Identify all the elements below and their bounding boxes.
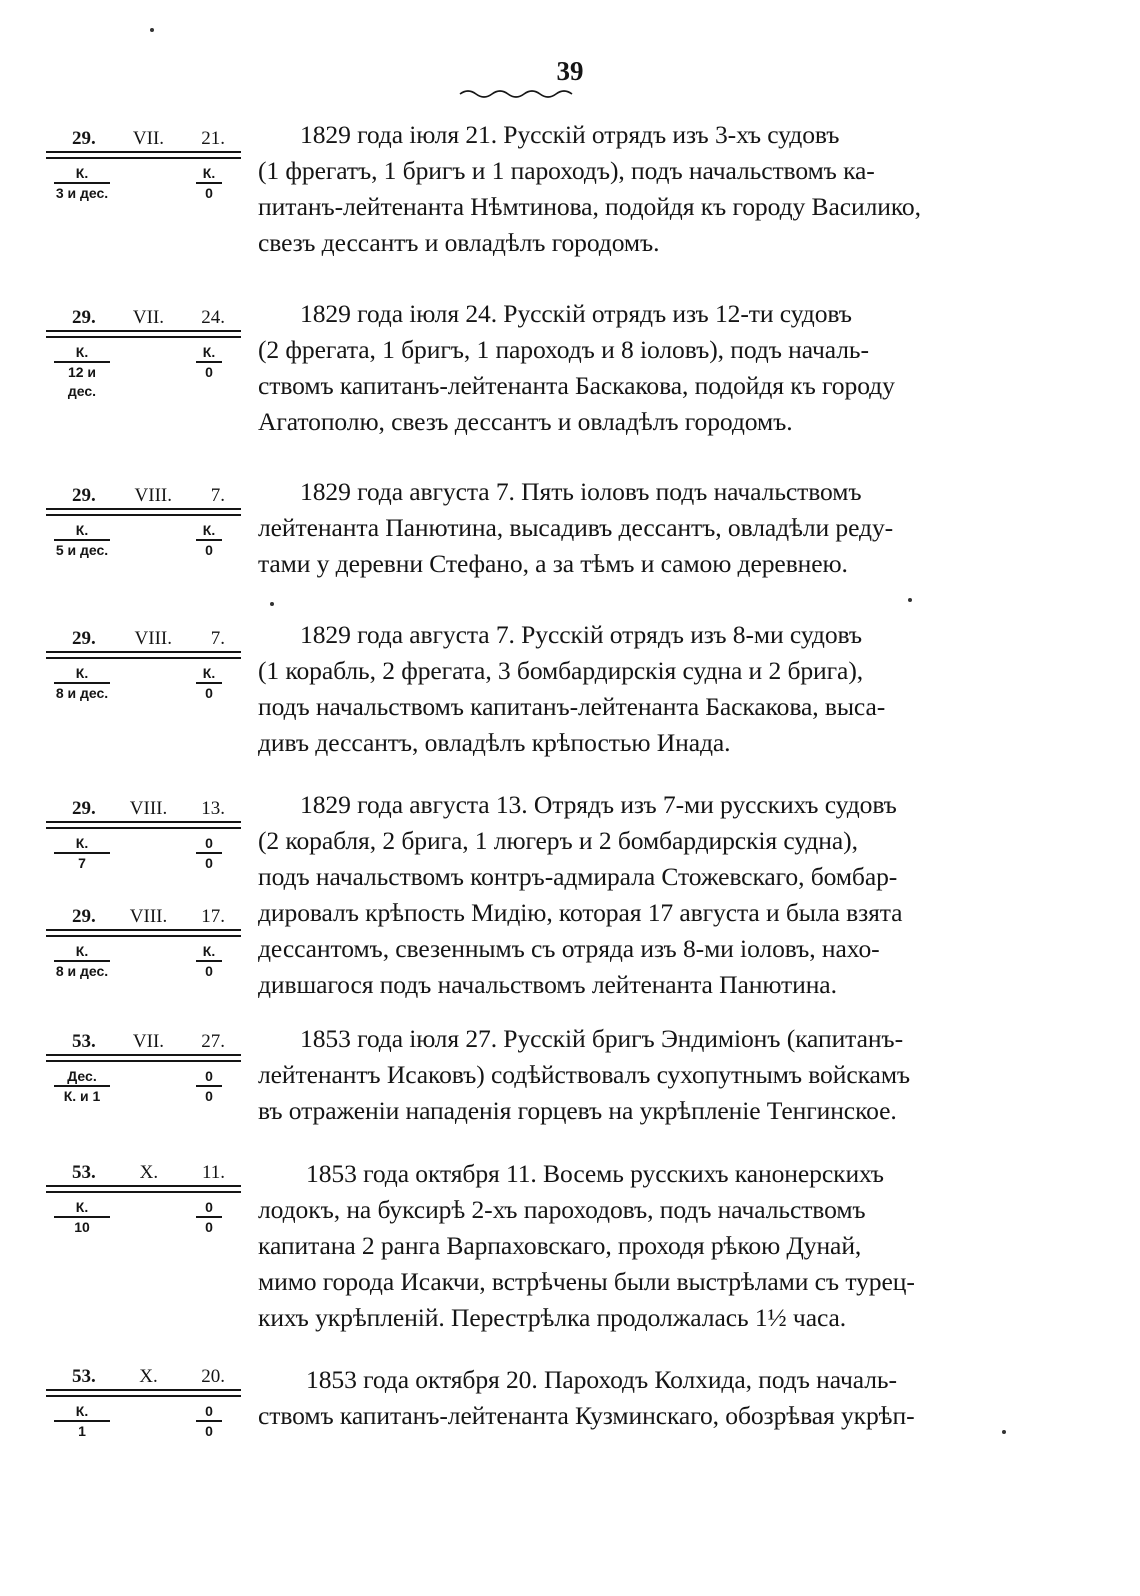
fraction-left bbox=[54, 835, 110, 873]
fraction-row bbox=[46, 344, 241, 400]
fraction-numerator: К. bbox=[196, 665, 222, 684]
date-marginal-note bbox=[46, 1029, 241, 1124]
date-day: 20. bbox=[201, 1366, 225, 1387]
date-line bbox=[46, 796, 241, 820]
fraction-numerator: Дес. bbox=[54, 1068, 110, 1087]
date-month: VII. bbox=[132, 307, 165, 328]
date-year: 29. bbox=[72, 906, 96, 927]
date-day: 13. bbox=[201, 798, 225, 819]
date-year: 29. bbox=[72, 798, 96, 819]
fraction-row bbox=[46, 665, 241, 721]
fraction-numerator: К. bbox=[196, 943, 222, 962]
date-year: 29. bbox=[72, 628, 96, 649]
fraction-left bbox=[54, 1403, 110, 1441]
date-year: 29. bbox=[72, 128, 96, 149]
date-day: 27. bbox=[201, 1031, 225, 1052]
date-year: 53. bbox=[72, 1031, 96, 1052]
date-month: VII. bbox=[132, 1031, 165, 1052]
entry-text: 1829 года августа 13. Отрядъ изъ 7-ми русскихъ судовъ (2 корабля, 2 брига, 1 люгеръ и 2 бомбардирскiя судна), подъ начальствомъ контръ-адмирала Стожевскаго, бомбар- дировалъ крѣпость Мидiю, которая 17 августа и была взята дессантомъ, свезеннымъ съ отряда изъ 8-ми iоловъ, нахо- дившагося подъ начальствомъ лейтенанта Панютина. bbox=[258, 790, 903, 999]
double-rule bbox=[46, 330, 241, 338]
fraction-left bbox=[54, 943, 110, 981]
date-marginal-note bbox=[46, 1160, 241, 1255]
fraction-denominator: 8 и дес. bbox=[55, 963, 109, 979]
date-line bbox=[46, 126, 241, 150]
date-marginal-note bbox=[46, 904, 241, 999]
fraction-denominator: К. и 1 bbox=[63, 1088, 101, 1104]
fraction-denominator: 0 bbox=[205, 185, 213, 201]
date-day: 11. bbox=[201, 1162, 225, 1183]
fraction-right bbox=[196, 165, 222, 203]
fraction-numerator: 0 bbox=[196, 1199, 222, 1218]
double-rule bbox=[46, 1389, 241, 1397]
fraction-right bbox=[196, 835, 222, 873]
fraction-numerator: К. bbox=[54, 665, 110, 684]
date-year: 29. bbox=[72, 307, 96, 328]
fraction-right bbox=[196, 1403, 222, 1441]
date-month: VIII. bbox=[134, 628, 172, 649]
fraction-denominator: 0 bbox=[205, 963, 213, 979]
date-day: 7. bbox=[210, 485, 225, 506]
scan-speck bbox=[1002, 1430, 1006, 1434]
date-month: VII. bbox=[132, 128, 165, 149]
fraction-numerator: 0 bbox=[196, 1403, 222, 1422]
fraction-denominator: 8 и дес. bbox=[55, 685, 109, 701]
date-line bbox=[46, 904, 241, 928]
date-day: 7. bbox=[210, 628, 225, 649]
double-rule bbox=[46, 651, 241, 659]
fraction-right bbox=[196, 943, 222, 981]
fraction-row bbox=[46, 835, 241, 891]
fraction-numerator: К. bbox=[54, 835, 110, 854]
date-line bbox=[46, 483, 241, 507]
double-rule bbox=[46, 1185, 241, 1193]
fraction-denominator: 0 bbox=[205, 1219, 213, 1235]
fraction-right bbox=[196, 665, 222, 703]
date-day: 24. bbox=[201, 307, 225, 328]
fraction-denominator: 0 bbox=[205, 685, 213, 701]
fraction-denominator: 10 bbox=[74, 1219, 90, 1235]
double-rule bbox=[46, 1054, 241, 1062]
fraction-right bbox=[196, 344, 222, 382]
fraction-denominator: 0 bbox=[205, 1088, 213, 1104]
fraction-numerator: 0 bbox=[196, 835, 222, 854]
entry-text: 1853 года октября 11. Восемь русскихъ канонерскихъ лодокъ, на буксирѣ 2-хъ пароходовъ, подъ начальствомъ капитана 2 ранга Варпаховскаго, проходя рѣкою Дунай, мимо города Исакчи, встрѣчены были выстрѣлами съ турец- кихъ укрѣпленiй. Перестрѣлка продолжалась 1½ часа. bbox=[258, 1159, 915, 1332]
fraction-left bbox=[54, 165, 110, 203]
double-rule bbox=[46, 508, 241, 516]
fraction-row bbox=[46, 165, 241, 221]
page-number: 39 bbox=[556, 56, 584, 86]
fraction-numerator: К. bbox=[54, 522, 110, 541]
date-line bbox=[46, 1029, 241, 1053]
fraction-numerator: К. bbox=[196, 344, 222, 363]
fraction-denominator: 7 bbox=[78, 855, 86, 871]
fraction-right bbox=[196, 1199, 222, 1237]
fraction-denominator: 0 bbox=[205, 1423, 213, 1439]
fraction-denominator: 1 bbox=[78, 1423, 86, 1439]
entry-text: 1853 года октября 20. Пароходъ Колхида, подъ началь- ствомъ капитанъ-лейтенанта Кузминскаго, обозрѣвая укрѣп- bbox=[258, 1365, 915, 1430]
fraction-numerator: К. bbox=[196, 522, 222, 541]
date-day: 17. bbox=[201, 906, 225, 927]
fraction-right bbox=[196, 1068, 222, 1106]
scan-speck bbox=[908, 598, 912, 602]
fraction-denominator: 3 и дес. bbox=[55, 185, 109, 201]
date-marginal-note bbox=[46, 126, 241, 221]
date-line bbox=[46, 305, 241, 329]
fraction-numerator: К. bbox=[196, 165, 222, 184]
date-line bbox=[46, 1160, 241, 1184]
fraction-numerator: К. bbox=[54, 943, 110, 962]
date-month: VIII. bbox=[129, 906, 168, 927]
date-marginal-note bbox=[46, 483, 241, 578]
double-rule bbox=[46, 151, 241, 159]
fraction-left bbox=[54, 1199, 110, 1237]
fraction-denominator: 0 bbox=[205, 542, 213, 558]
date-line bbox=[46, 626, 241, 650]
fraction-row bbox=[46, 522, 241, 578]
date-year: 53. bbox=[72, 1366, 96, 1387]
date-year: 29. bbox=[72, 485, 96, 506]
entry-text: 1853 года iюля 27. Русскiй бригъ Эндимiонъ (капитанъ- лейтенантъ Исаковъ) содѣйствовалъ сухопутнымъ войскамъ въ отраженiи нападенiя горцевъ на укрѣпленiе Тенгинское. bbox=[258, 1024, 911, 1125]
fraction-denominator: 0 bbox=[205, 364, 213, 380]
ornament-flourish bbox=[458, 86, 578, 100]
entry-text: 1829 года iюля 24. Русскiй отрядъ изъ 12-ти судовъ (2 фрегата, 1 бригъ, 1 пароходъ и 8 iоловъ), подъ началь- ствомъ капитанъ-лейтенанта Баскакова, подойдя къ городу Агатополю, свезъ дессантъ и овладѣлъ городомъ. bbox=[258, 299, 895, 436]
date-month: X. bbox=[139, 1162, 159, 1183]
fraction-row bbox=[46, 1199, 241, 1255]
date-line bbox=[46, 1364, 241, 1388]
fraction-denominator: 5 и дес. bbox=[55, 542, 109, 558]
fraction-left bbox=[54, 344, 110, 401]
fraction-right bbox=[196, 522, 222, 560]
scan-speck bbox=[150, 28, 154, 32]
fraction-numerator: 0 bbox=[196, 1068, 222, 1087]
date-year: 53. bbox=[72, 1162, 96, 1183]
fraction-left bbox=[54, 665, 110, 703]
fraction-row bbox=[46, 943, 241, 999]
double-rule bbox=[46, 821, 241, 829]
fraction-denominator: 0 bbox=[205, 855, 213, 871]
date-marginal-note bbox=[46, 1364, 241, 1459]
date-marginal-note bbox=[46, 305, 241, 400]
date-month: X. bbox=[139, 1366, 158, 1387]
fraction-left bbox=[54, 522, 110, 560]
entry-text: 1829 года августа 7. Русскiй отрядъ изъ 8-ми судовъ (1 корабль, 2 фрегата, 3 бомбардирскiя судна и 2 брига), подъ начальствомъ капитанъ-лейтенанта Баскакова, выса- дивъ дессантъ, овладѣлъ крѣпостью Инада. bbox=[258, 620, 886, 757]
fraction-numerator: К. bbox=[54, 344, 110, 363]
fraction-numerator: К. bbox=[54, 165, 110, 184]
double-rule bbox=[46, 929, 241, 937]
entry-text: 1829 года августа 7. Пять iоловъ подъ начальствомъ лейтенанта Панютина, высадивъ дессантъ, овладѣли реду- тами у деревни Стефано, а за тѣмъ и самою деревнею. bbox=[258, 477, 894, 578]
entry-text: 1829 года iюля 21. Русскiй отрядъ изъ 3-хъ судовъ (1 фрегатъ, 1 бригъ и 1 пароходъ), подъ начальствомъ ка- питанъ-лейтенанта Нѣмтинова, подойдя къ городу Василико, свезъ дессантъ и овладѣлъ городомъ. bbox=[258, 120, 921, 257]
date-marginal-note bbox=[46, 796, 241, 891]
fraction-numerator: К. bbox=[54, 1403, 110, 1422]
fraction-row bbox=[46, 1403, 241, 1459]
fraction-row bbox=[46, 1068, 241, 1124]
scan-speck bbox=[270, 602, 274, 606]
date-marginal-note bbox=[46, 626, 241, 721]
date-day: 21. bbox=[201, 128, 225, 149]
fraction-denominator: 12 и дес. bbox=[67, 364, 97, 399]
fraction-numerator: К. bbox=[54, 1199, 110, 1218]
date-month: VIII. bbox=[134, 485, 172, 506]
date-month: VIII. bbox=[129, 798, 168, 819]
fraction-left bbox=[54, 1068, 110, 1106]
